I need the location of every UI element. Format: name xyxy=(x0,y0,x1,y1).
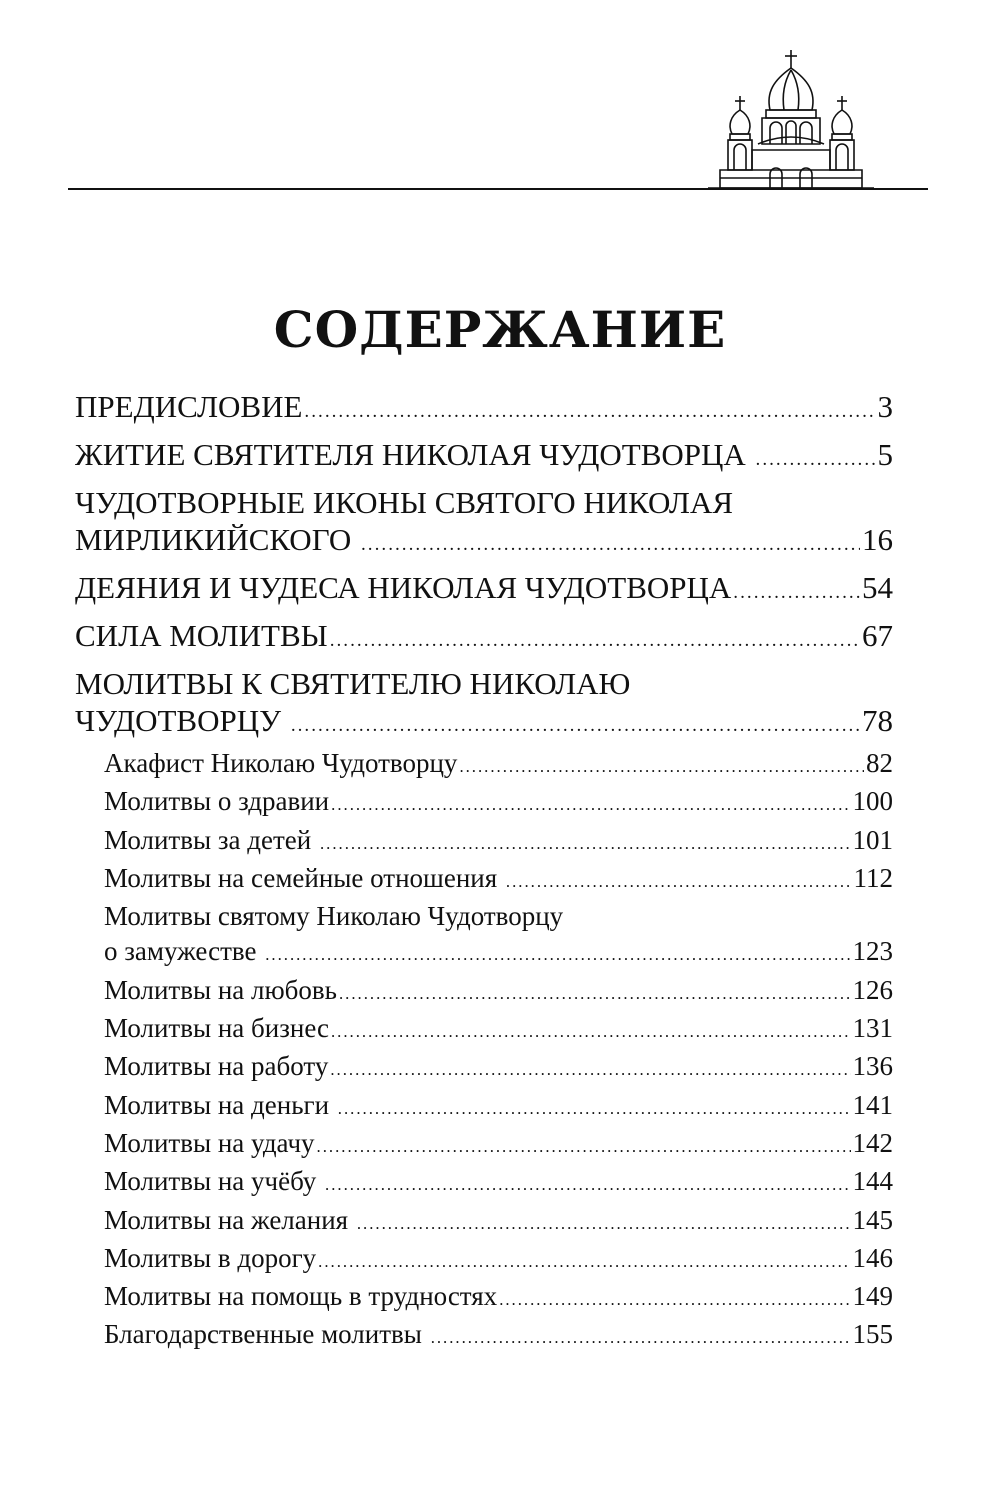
table-of-contents xyxy=(75,388,893,1356)
toc-entry-title: Молитвы на учёбу xyxy=(104,1166,324,1197)
toc-entry[interactable] xyxy=(75,784,893,822)
dot-leader xyxy=(338,1091,851,1126)
dot-leader xyxy=(330,622,860,659)
toc-entry-page-number: 136 xyxy=(852,1051,893,1082)
toc-entry-title: ЖИТИЕ СВЯТИТЕЛЯ НИКОЛАЯ ЧУДОТВОРЦА xyxy=(75,437,754,472)
toc-entry[interactable] xyxy=(75,569,893,611)
toc-entry[interactable] xyxy=(75,484,893,563)
dot-leader xyxy=(357,1206,851,1241)
toc-entry-page-number: 141 xyxy=(852,1089,893,1120)
toc-entry-title: Благодарственные молитвы xyxy=(104,1319,429,1350)
toc-entry-title: Молитвы на деньги xyxy=(104,1089,336,1120)
toc-entry-page-number: 145 xyxy=(852,1204,893,1235)
dot-leader xyxy=(317,1129,851,1164)
toc-entry[interactable] xyxy=(75,1164,893,1202)
toc-entry-title-line1: ЧУДОТВОРНЫЕ ИКОНЫ СВЯТОГО НИКОЛАЯ xyxy=(75,485,733,520)
toc-entry-page-number: 54 xyxy=(862,570,893,605)
toc-entry-title: СИЛА МОЛИТВЫ xyxy=(75,618,328,653)
dot-leader xyxy=(339,976,851,1011)
toc-entry[interactable] xyxy=(75,1011,893,1049)
toc-entry-title: МИРЛИКИЙСКОГО xyxy=(75,522,359,557)
toc-entry[interactable] xyxy=(75,1279,893,1317)
toc-entry-title: Молитвы на любовь xyxy=(104,974,337,1005)
toc-entry-page-number: 131 xyxy=(852,1013,893,1044)
toc-entry-title: ДЕЯНИЯ И ЧУДЕСА НИКОЛАЯ ЧУДОТВОРЦА xyxy=(75,570,732,605)
dot-leader xyxy=(320,826,851,861)
toc-entry[interactable] xyxy=(75,1241,893,1279)
toc-entry-page-number: 123 xyxy=(852,936,893,967)
toc-entry-title: Молитвы за детей xyxy=(104,824,318,855)
dot-leader xyxy=(459,749,864,784)
dot-leader xyxy=(506,864,852,899)
dot-leader xyxy=(331,787,850,822)
toc-entry-title: Акафист Николаю Чудотворцу xyxy=(104,748,458,778)
toc-entry-page-number: 112 xyxy=(853,862,893,893)
toc-entry-page-number: 149 xyxy=(852,1281,893,1312)
dot-leader xyxy=(265,937,850,972)
dot-leader xyxy=(431,1320,851,1355)
page-title: СОДЕРЖАНИЕ xyxy=(273,300,727,359)
toc-entry-title: ПРЕДИСЛОВИЕ xyxy=(75,389,303,424)
toc-entry[interactable] xyxy=(75,665,893,744)
dot-leader xyxy=(304,393,875,430)
toc-entry-title: Молитвы на бизнес xyxy=(104,1013,329,1044)
toc-entry-title: Молитвы о здравии xyxy=(104,786,330,817)
toc-entry[interactable] xyxy=(75,1088,893,1126)
dot-leader xyxy=(291,707,860,744)
toc-entry-page-number: 78 xyxy=(862,703,893,738)
toc-entry-page-number: 101 xyxy=(852,824,893,855)
toc-entry[interactable] xyxy=(75,861,893,899)
toc-entry[interactable] xyxy=(75,823,893,861)
toc-entry[interactable] xyxy=(75,1203,893,1241)
toc-entry-page-number: 3 xyxy=(877,389,893,424)
toc-entry[interactable] xyxy=(75,899,893,973)
cathedral-icon xyxy=(700,46,882,192)
toc-entry-title-line1: Молитвы святому Николаю Чудотворцу xyxy=(104,901,564,932)
toc-entry-title: Молитвы на помощь в трудностях xyxy=(104,1281,498,1312)
toc-entry[interactable] xyxy=(75,973,893,1011)
toc-entry-page-number: 82 xyxy=(866,748,893,778)
toc-entry[interactable] xyxy=(75,617,893,659)
toc-entry-page-number: 100 xyxy=(852,786,893,817)
dot-leader xyxy=(361,526,860,563)
toc-entry-page-number: 146 xyxy=(852,1242,893,1273)
toc-entry-title-line1: МОЛИТВЫ К СВЯТИТЕЛЮ НИКОЛАЮ xyxy=(75,666,631,701)
dot-leader xyxy=(756,441,876,478)
dot-leader xyxy=(325,1167,850,1202)
toc-entry-page-number: 142 xyxy=(852,1127,893,1158)
toc-entry-page-number: 16 xyxy=(862,522,893,557)
toc-entry-title: о замужестве xyxy=(104,936,264,967)
toc-entry-page-number: 5 xyxy=(877,437,893,472)
dot-leader xyxy=(330,1052,850,1087)
toc-entry-page-number: 144 xyxy=(852,1166,893,1197)
toc-entry-title: ЧУДОТВОРЦУ xyxy=(75,703,289,738)
toc-entry[interactable] xyxy=(75,436,893,478)
toc-entry-title: Молитвы в дорогу xyxy=(104,1242,317,1273)
toc-entry-title: Молитвы на работу xyxy=(104,1051,329,1082)
toc-entry-title: Молитвы на удачу xyxy=(104,1127,315,1158)
dot-leader xyxy=(733,574,860,611)
toc-entry[interactable] xyxy=(75,1126,893,1164)
toc-entry[interactable] xyxy=(75,1049,893,1087)
toc-entry-title: Молитвы на семейные отношения xyxy=(104,862,504,893)
toc-entry[interactable] xyxy=(75,388,893,430)
toc-entry[interactable] xyxy=(75,1317,893,1355)
dot-leader xyxy=(318,1244,850,1279)
toc-entry-page-number: 155 xyxy=(852,1319,893,1350)
dot-leader xyxy=(499,1282,850,1317)
toc-entry-page-number: 126 xyxy=(852,974,893,1005)
toc-entry-title: Молитвы на желания xyxy=(104,1204,355,1235)
toc-entry-page-number: 67 xyxy=(862,618,893,653)
dot-leader xyxy=(331,1014,851,1049)
toc-entry[interactable] xyxy=(75,746,893,784)
